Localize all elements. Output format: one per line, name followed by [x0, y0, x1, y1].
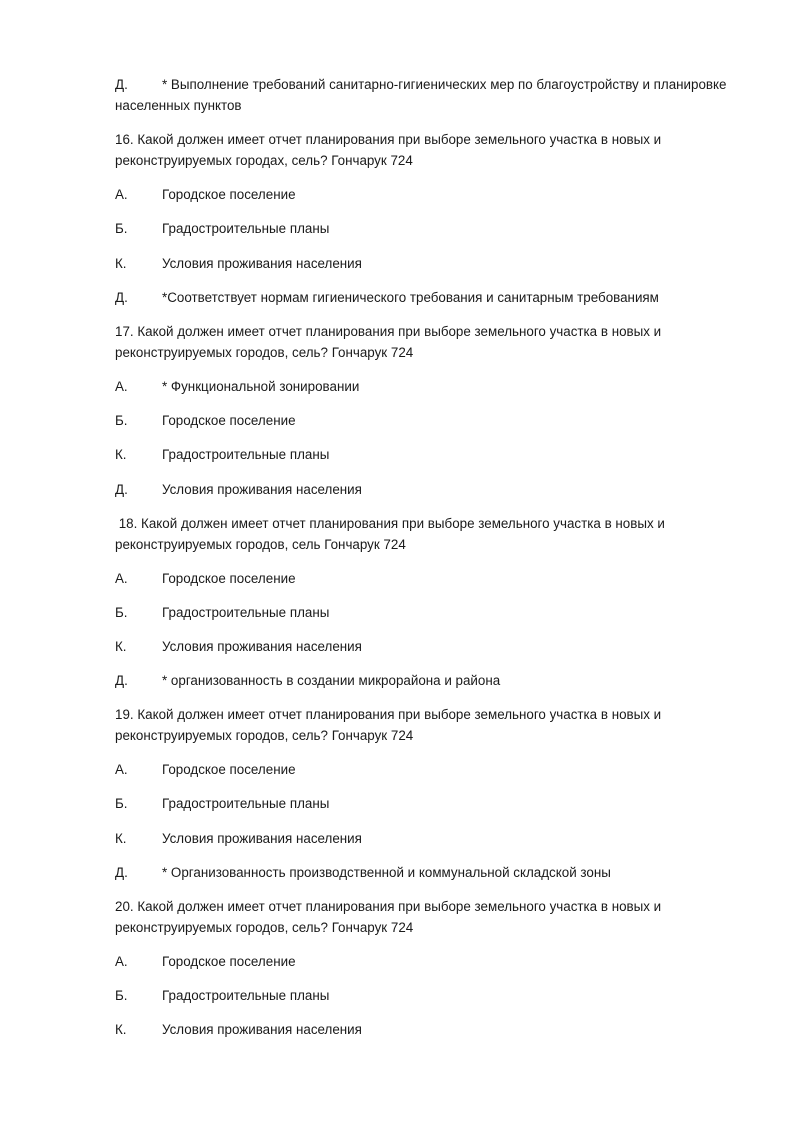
question-19-text: 19. Какой должен имеет отчет планирования при выборе земельного участка в новых и: [115, 707, 662, 722]
option-letter: А.: [115, 187, 128, 202]
option-letter: Д.: [115, 673, 128, 688]
question-16-text-cont: реконструируемых городах, сель? Гончарук 724: [115, 153, 413, 168]
question-18-option-k: [115, 637, 362, 657]
option-letter: А.: [115, 379, 128, 394]
question-20-text-cont: реконструируемых городов, сель? Гончарук 724: [115, 920, 414, 935]
option-letter: Д.: [115, 865, 128, 880]
question-20-option-b: [115, 986, 329, 1006]
option-text: Градостроительные планы: [162, 221, 330, 236]
option-text: Городское поселение: [162, 762, 296, 777]
question-16-option-a: [115, 185, 296, 205]
option-text: Городское поселение: [162, 954, 296, 969]
option-text: Условия проживания населения: [162, 256, 362, 271]
option-text: Градостроительные планы: [162, 796, 330, 811]
question-16-text: 16. Какой должен имеет отчет планирования при выборе земельного участка в новых и: [115, 132, 662, 147]
question-18-text: 18. Какой должен имеет отчет планирования при выборе земельного участка в новых и: [115, 516, 665, 531]
question-18-option-d: [115, 671, 500, 691]
option-text: Условия проживания населения: [162, 482, 362, 497]
option-text: Условия проживания населения: [162, 831, 362, 846]
question-18-option-b: [115, 603, 329, 623]
option-text: Градостроительные планы: [162, 447, 330, 462]
option-letter: Б.: [115, 221, 128, 236]
option-text: * организованность в создании микрорайона и района: [162, 673, 501, 688]
question-17-option-d: [115, 480, 362, 500]
option-letter: А.: [115, 954, 128, 969]
option-text: Градостроительные планы: [162, 988, 330, 1003]
option-text: Градостроительные планы: [162, 605, 330, 620]
option-text: Городское поселение: [162, 187, 296, 202]
option-text: * Организованность производственной и коммунальной складской зоны: [162, 865, 611, 880]
question-16-option-k: [115, 254, 362, 274]
option-letter: Б.: [115, 988, 128, 1003]
question-19-option-d: [115, 863, 611, 883]
option-letter: Д.: [115, 482, 128, 497]
question-18-option-a: [115, 569, 296, 589]
question-17-option-k: [115, 445, 329, 465]
intro-option-continuation: населенных пунктов: [115, 98, 242, 113]
option-text: *Соответствует нормам гигиенического требования и санитарным требованиям: [162, 290, 659, 305]
question-20-text: 20. Какой должен имеет отчет планирования при выборе земельного участка в новых и: [115, 899, 662, 914]
question-16-option-d: [115, 288, 659, 308]
question-17-option-b: [115, 411, 296, 431]
option-text: Городское поселение: [162, 413, 296, 428]
question-19-option-b: [115, 794, 329, 814]
option-text: Условия проживания населения: [162, 1022, 362, 1037]
question-17-option-a: [115, 377, 359, 397]
option-letter: К.: [115, 639, 127, 654]
option-letter: А.: [115, 571, 128, 586]
question-20-option-a: [115, 952, 296, 972]
option-text: Условия проживания населения: [162, 639, 362, 654]
option-letter: Д.: [115, 77, 128, 92]
option-letter: А.: [115, 762, 128, 777]
option-letter: Б.: [115, 605, 128, 620]
question-16-option-b: [115, 219, 329, 239]
option-letter: К.: [115, 256, 127, 271]
question-20-option-k: [115, 1020, 362, 1040]
question-19-option-k: [115, 829, 362, 849]
option-letter: Д.: [115, 290, 128, 305]
option-letter: К.: [115, 831, 127, 846]
option-letter: Б.: [115, 413, 128, 428]
question-17-text: 17. Какой должен имеет отчет планирования при выборе земельного участка в новых и: [115, 324, 662, 339]
option-text: * Выполнение требований санитарно-гигиенических мер по благоустройству и планировке: [162, 77, 727, 92]
question-19-option-a: [115, 760, 296, 780]
question-19-text-cont: реконструируемых городов, сель? Гончарук 724: [115, 728, 414, 743]
option-letter: К.: [115, 1022, 127, 1037]
question-18-text-cont: реконструируемых городов, сель Гончарук 724: [115, 537, 406, 552]
option-letter: К.: [115, 447, 127, 462]
question-17-text-cont: реконструируемых городов, сель? Гончарук 724: [115, 345, 414, 360]
option-letter: Б.: [115, 796, 128, 811]
intro-option: [115, 75, 727, 95]
option-text: * Функциональной зонировании: [162, 379, 360, 394]
option-text: Городское поселение: [162, 571, 296, 586]
